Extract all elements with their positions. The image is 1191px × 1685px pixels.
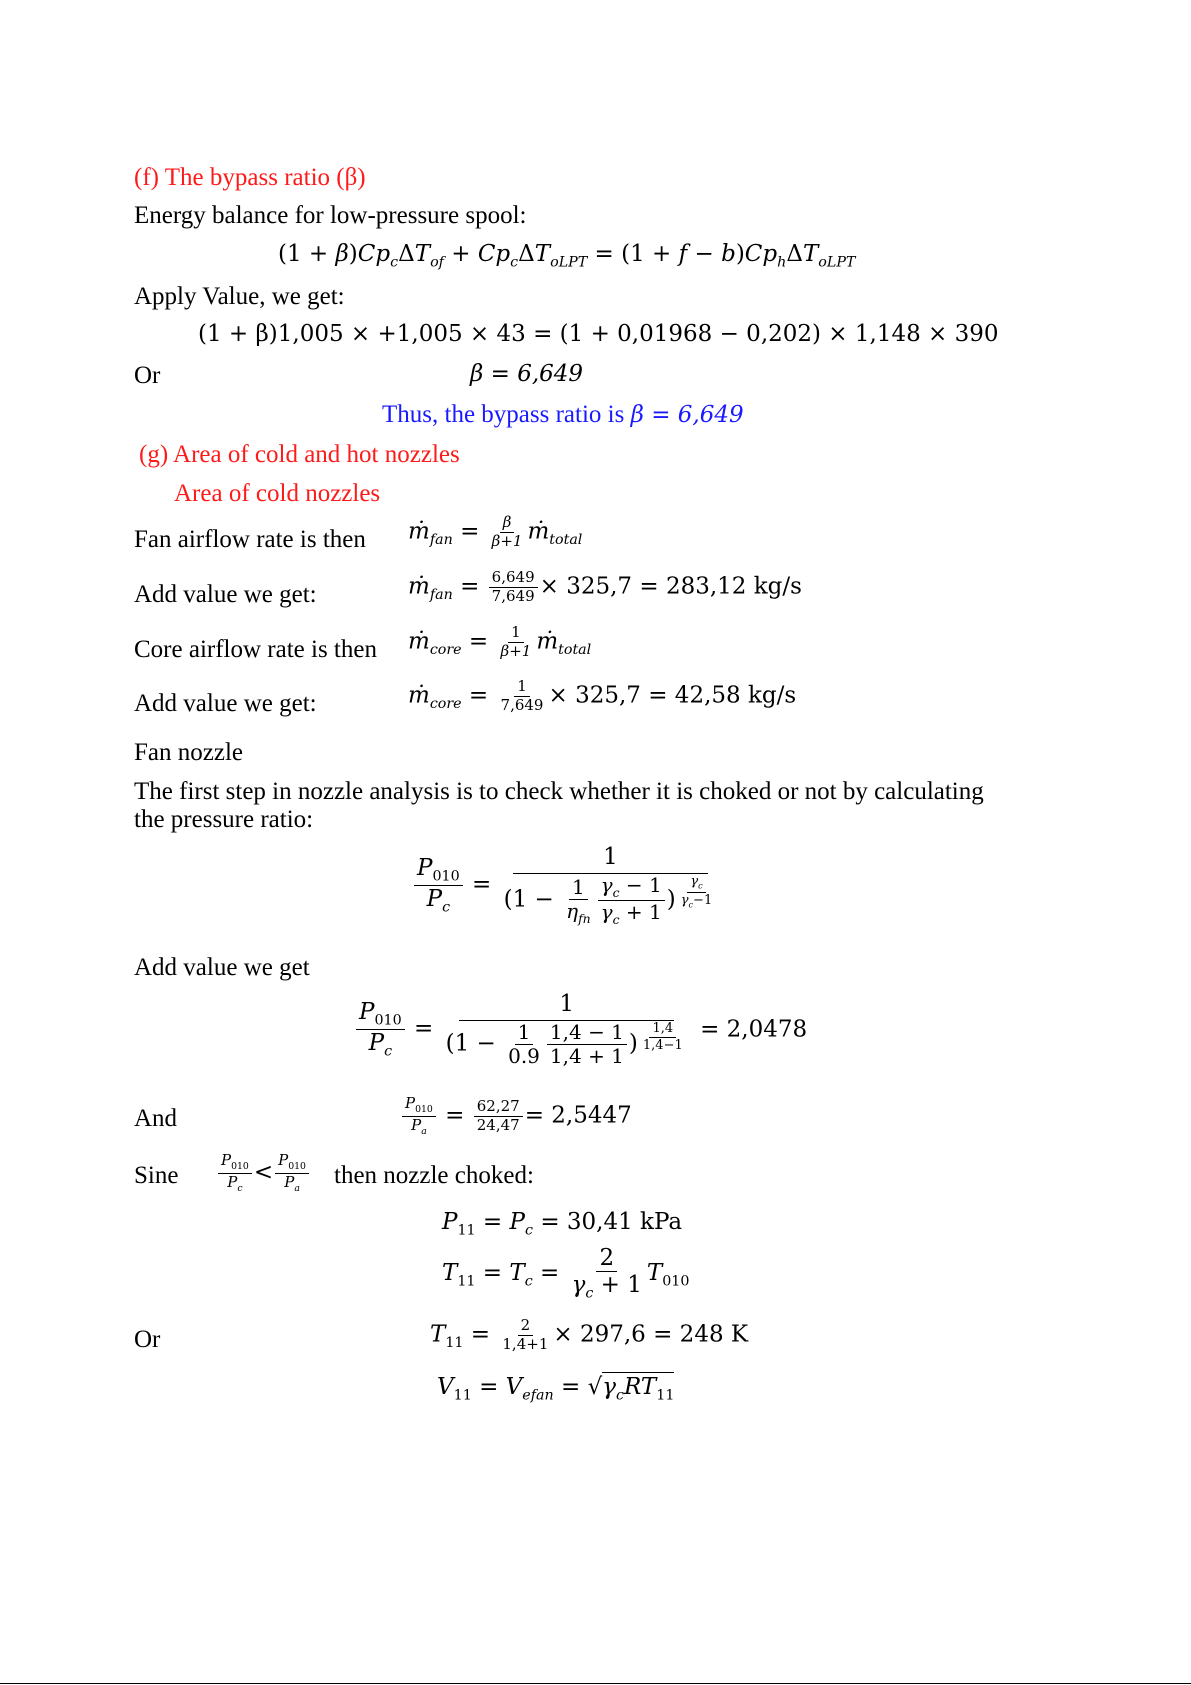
page-bottom-rule — [0, 1683, 1191, 1684]
core-den: 7,649 — [500, 695, 544, 714]
eta-value: 0.9 — [508, 1044, 540, 1069]
core-rest: × 325,7 = 42,58 kg/s — [548, 682, 797, 709]
pa-num: 62,27 — [474, 1099, 523, 1117]
or-label: Or — [134, 362, 161, 389]
bypass-conclusion — [382, 400, 744, 430]
nozzle-text-2: the pressure ratio: — [134, 806, 314, 833]
pressure-ratio-c-result: = 2,0478 — [700, 1016, 808, 1043]
or-label-2: Or — [134, 1326, 161, 1353]
pressure-ratio-formula: $\frac{P_{010}}{P_c}$ = 1 (1 − $\frac{1}{\eta_{fn}}$ $\frac{\gamma_c - 1}{\gamma_c + 1}$ ) $^{\frac{\gamma_c}{\gamma_c-1}}$ — [412, 845, 722, 926]
t11-value: $T_{11}$ = $\frac{2}{1,4+1}$ × 297,6 = 248 K — [430, 1316, 749, 1353]
p11-value: = 30,41 kPa — [540, 1209, 683, 1235]
conclusion-value: β = 6,649 — [630, 402, 744, 428]
add-value-label-2: Add value we get: — [134, 690, 317, 717]
t11-result: × 297,6 = 248 K — [553, 1321, 749, 1348]
fan-rate-formula: ṁ$_{fan}$ = $\frac{\beta}{\beta+1}$ ṁ$_{total}$ — [408, 513, 583, 550]
applied-values-equation: (1 + β)1,005 × +1,005 × 43 = (1 + 0,01968 − 0,202) × 1,148 × 390 — [198, 321, 999, 347]
conclusion-text: Thus, the bypass ratio is — [382, 401, 631, 428]
fan-nozzle-heading: Fan nozzle — [134, 739, 243, 766]
cold-nozzle-subheading: Area of cold nozzles — [174, 480, 381, 507]
choke-comparison: $\frac{P_{010}}{P_c}$ < $\frac{P_{010}}{P_a}$ — [216, 1153, 311, 1194]
t11-formula: $T_{11} = T_c$ = $\frac{2}{\gamma_c + 1}$ $T_{010}$ — [442, 1245, 690, 1302]
section-f-heading: (f) The bypass ratio (β) — [134, 164, 366, 191]
core-rate-label: Core airflow rate is then — [134, 636, 377, 663]
apply-value-label: Apply Value, we get: — [134, 283, 345, 310]
pressure-ratio-ambient: $\frac{P_{010}}{P_a}$ = $\frac{62,27}{24,47}$ = 2,5447 — [400, 1096, 632, 1137]
energy-balance-intro: Energy balance for low-pressure spool: — [134, 202, 527, 229]
p11-equation: $P_{11} = P_c = 30,41$ kPa — [442, 1209, 683, 1239]
add-value-label-1: Add value we get: — [134, 581, 317, 608]
choked-text: then nozzle choked: — [334, 1162, 534, 1189]
energy-balance-equation: $(1 + \beta)Cp_c\Delta T_{of} + Cp_c\Delta T_{oLPT} = (1 + f - b)Cp_h\Delta T_{oLPT}$ — [278, 241, 856, 271]
core-rate-value: ṁ$_{core}$ = $\frac{1}{7,649}$ × 325,7 = 42,58 kg/s — [408, 677, 797, 714]
fan-den: 7,649 — [491, 586, 535, 605]
fan-num: 6,649 — [489, 570, 538, 588]
add-value-label-3: Add value we get — [134, 954, 310, 981]
fan-rest: × 325,7 = 283,12 kg/s — [539, 573, 802, 600]
fan-rate-value: ṁ$_{fan}$ = $\frac{6,649}{7,649}$ × 325,7 = 283,12 kg/s — [408, 568, 802, 605]
pa-den: 24,47 — [476, 1115, 520, 1134]
beta-result: β = 6,649 — [470, 361, 584, 387]
core-rate-formula: ṁ$_{core}$ = $\frac{1}{\beta+1}$ ṁ$_{total}$ — [408, 623, 592, 660]
nozzle-text-1: The first step in nozzle analysis is to check whether it is choked or not by calculating — [134, 778, 984, 805]
section-g-heading: (g) Area of cold and hot nozzles — [139, 441, 460, 468]
pressure-ratio-values: $\frac{P_{010}}{P_c}$ = 1 (1 − $\frac{1}{0.9}$ $\frac{1,4 - 1}{1,4 + 1}$ ) $^{\frac{1,4}{1,4-1}}$ = 2,0478 — [354, 992, 807, 1067]
v11-equation: $V_{11} = V_{efan} = √\gamma_cRT_{11}$ — [437, 1374, 675, 1404]
fan-rate-label: Fan airflow rate is then — [134, 526, 366, 553]
pressure-ratio-a-result: = 2,5447 — [524, 1102, 632, 1129]
sine-label: Sine — [134, 1162, 179, 1189]
core-num: 1 — [514, 679, 530, 697]
and-label: And — [134, 1105, 178, 1132]
